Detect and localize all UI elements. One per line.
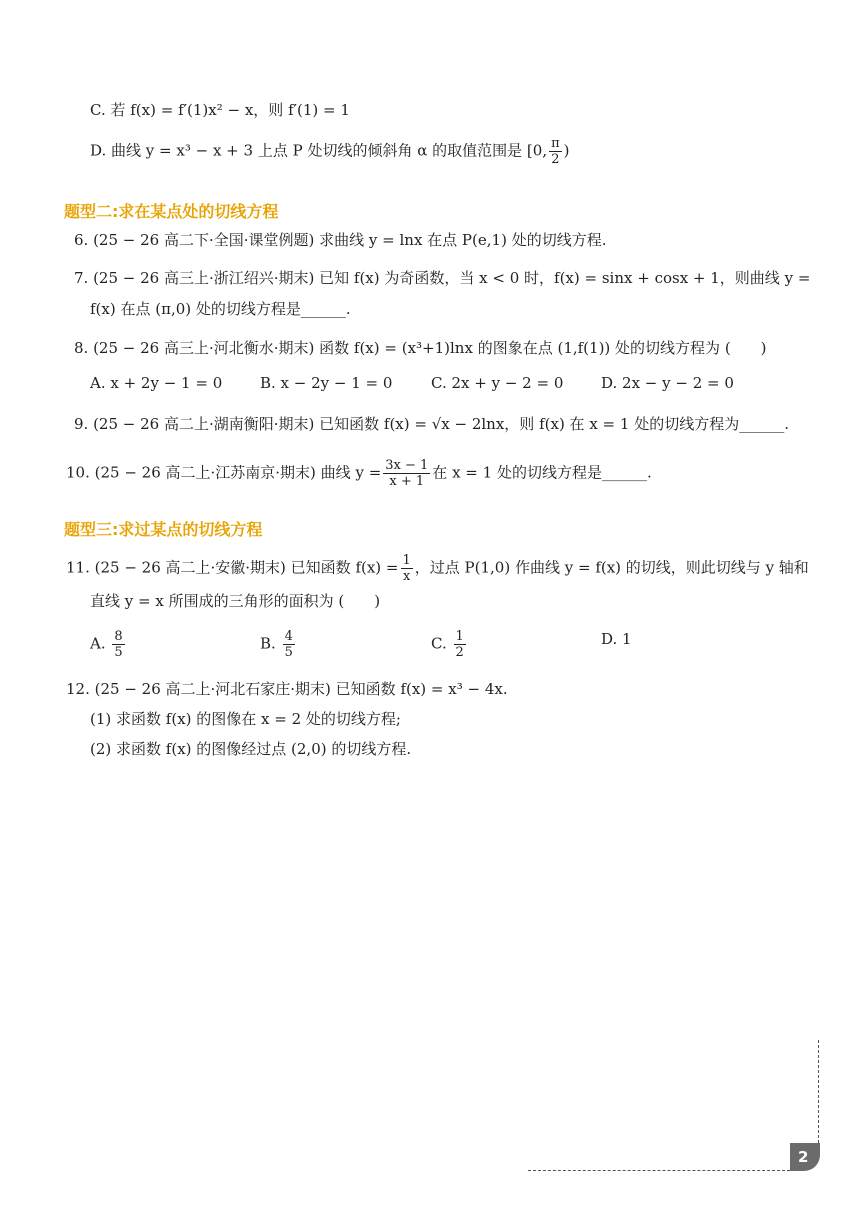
question-11-line1 xyxy=(66,553,809,584)
fraction-denominator: x xyxy=(402,569,411,584)
option-d-line xyxy=(90,136,569,167)
question-10-prefix: 10. (25 − 26 高二上·江苏南京·期末) 曲线 y = xyxy=(66,463,382,482)
fraction-numerator: 1 xyxy=(455,629,464,644)
footer-dashed-horizontal xyxy=(528,1170,790,1171)
question-11-prefix: 11. (25 − 26 高二上·安徽·期末) 已知函数 f(x) = xyxy=(66,558,399,577)
option-c-line: C. 若 f(x) = f′(1)x² − x，则 f′(1) = 1 xyxy=(90,101,350,119)
question-8-option-c: C. 2x + y − 2 = 0 xyxy=(431,374,564,392)
option-d-text: D. 曲线 y = x³ − x + 3 上点 P 处切线的倾斜角 α 的取值范围是 xyxy=(90,141,523,160)
question-10 xyxy=(66,458,652,489)
question-10-suffix: 在 x = 1 处的切线方程是______. xyxy=(432,463,652,482)
interval-left: [0, xyxy=(526,141,548,160)
fraction-denominator: 2 xyxy=(455,645,464,660)
option-label: A. xyxy=(90,634,106,653)
question-11-option-a xyxy=(90,629,127,660)
fraction-numerator: π xyxy=(551,136,560,151)
section-three-title: 题型三:求过某点的切线方程 xyxy=(64,520,263,539)
question-10-fraction xyxy=(383,458,430,489)
question-11-line2: 直线 y = x 所围成的三角形的面积为 ( ) xyxy=(90,592,381,610)
question-7-line2: f(x) 在点 (π,0) 处的切线方程是______. xyxy=(90,300,351,318)
option-a-fraction xyxy=(112,629,124,660)
section-two-title: 题型二:求在某点处的切线方程 xyxy=(64,202,279,221)
question-12-part2: (2) 求函数 f(x) 的图像经过点 (2,0) 的切线方程. xyxy=(90,740,412,758)
option-b-fraction xyxy=(283,629,295,660)
question-9: 9. (25 − 26 高二上·湖南衡阳·期末) 已知函数 f(x) = √x − 2lnx，则 f(x) 在 x = 1 处的切线方程为______. xyxy=(74,415,789,433)
question-11-fraction xyxy=(401,553,413,584)
fraction-denominator: 2 xyxy=(551,152,560,167)
question-6: 6. (25 − 26 高二下·全国·课堂例题) 求曲线 y = lnx 在点 P(e,1) 处的切线方程. xyxy=(74,231,607,249)
question-8-option-a: A. x + 2y − 1 = 0 xyxy=(90,374,223,392)
option-label: C. xyxy=(431,634,447,653)
question-11-option-d: D. 1 xyxy=(601,630,632,648)
page-number-tab: 2 xyxy=(790,1143,820,1171)
question-12-stem: 12. (25 − 26 高二上·河北石家庄·期末) 已知函数 f(x) = x³ − 4x. xyxy=(66,680,508,698)
pi-over-two-fraction xyxy=(549,136,562,167)
option-c-fraction xyxy=(454,629,466,660)
fraction-denominator: x + 1 xyxy=(389,474,425,489)
fraction-numerator: 3x − 1 xyxy=(385,458,429,473)
fraction-numerator: 1 xyxy=(402,553,411,568)
interval-right: ) xyxy=(563,141,570,160)
footer-dashed-vertical xyxy=(818,1040,819,1148)
question-8-option-b: B. x − 2y − 1 = 0 xyxy=(260,374,393,392)
option-label: B. xyxy=(260,634,276,653)
fraction-numerator: 8 xyxy=(114,629,123,644)
question-8-stem: 8. (25 − 26 高三上·河北衡水·期末) 函数 f(x) = (x³+1)lnx 的图象在点 (1,f(1)) 处的切线方程为 ( ) xyxy=(74,339,767,357)
question-11-option-c xyxy=(431,629,468,660)
fraction-denominator: 5 xyxy=(284,645,293,660)
question-8-option-d: D. 2x − y − 2 = 0 xyxy=(601,374,734,392)
question-11-suffix: ，过点 P(1,0) 作曲线 y = f(x) 的切线，则此切线与 y 轴和 xyxy=(414,558,809,577)
fraction-numerator: 4 xyxy=(284,629,293,644)
fraction-denominator: 5 xyxy=(114,645,123,660)
question-11-option-b xyxy=(260,629,297,660)
question-7-line1: 7. (25 − 26 高三上·浙江绍兴·期末) 已知 f(x) 为奇函数，当 x < 0 时，f(x) = sinx + cosx + 1，则曲线 y = xyxy=(74,269,811,287)
question-12-part1: (1) 求函数 f(x) 的图像在 x = 2 处的切线方程; xyxy=(90,710,401,728)
